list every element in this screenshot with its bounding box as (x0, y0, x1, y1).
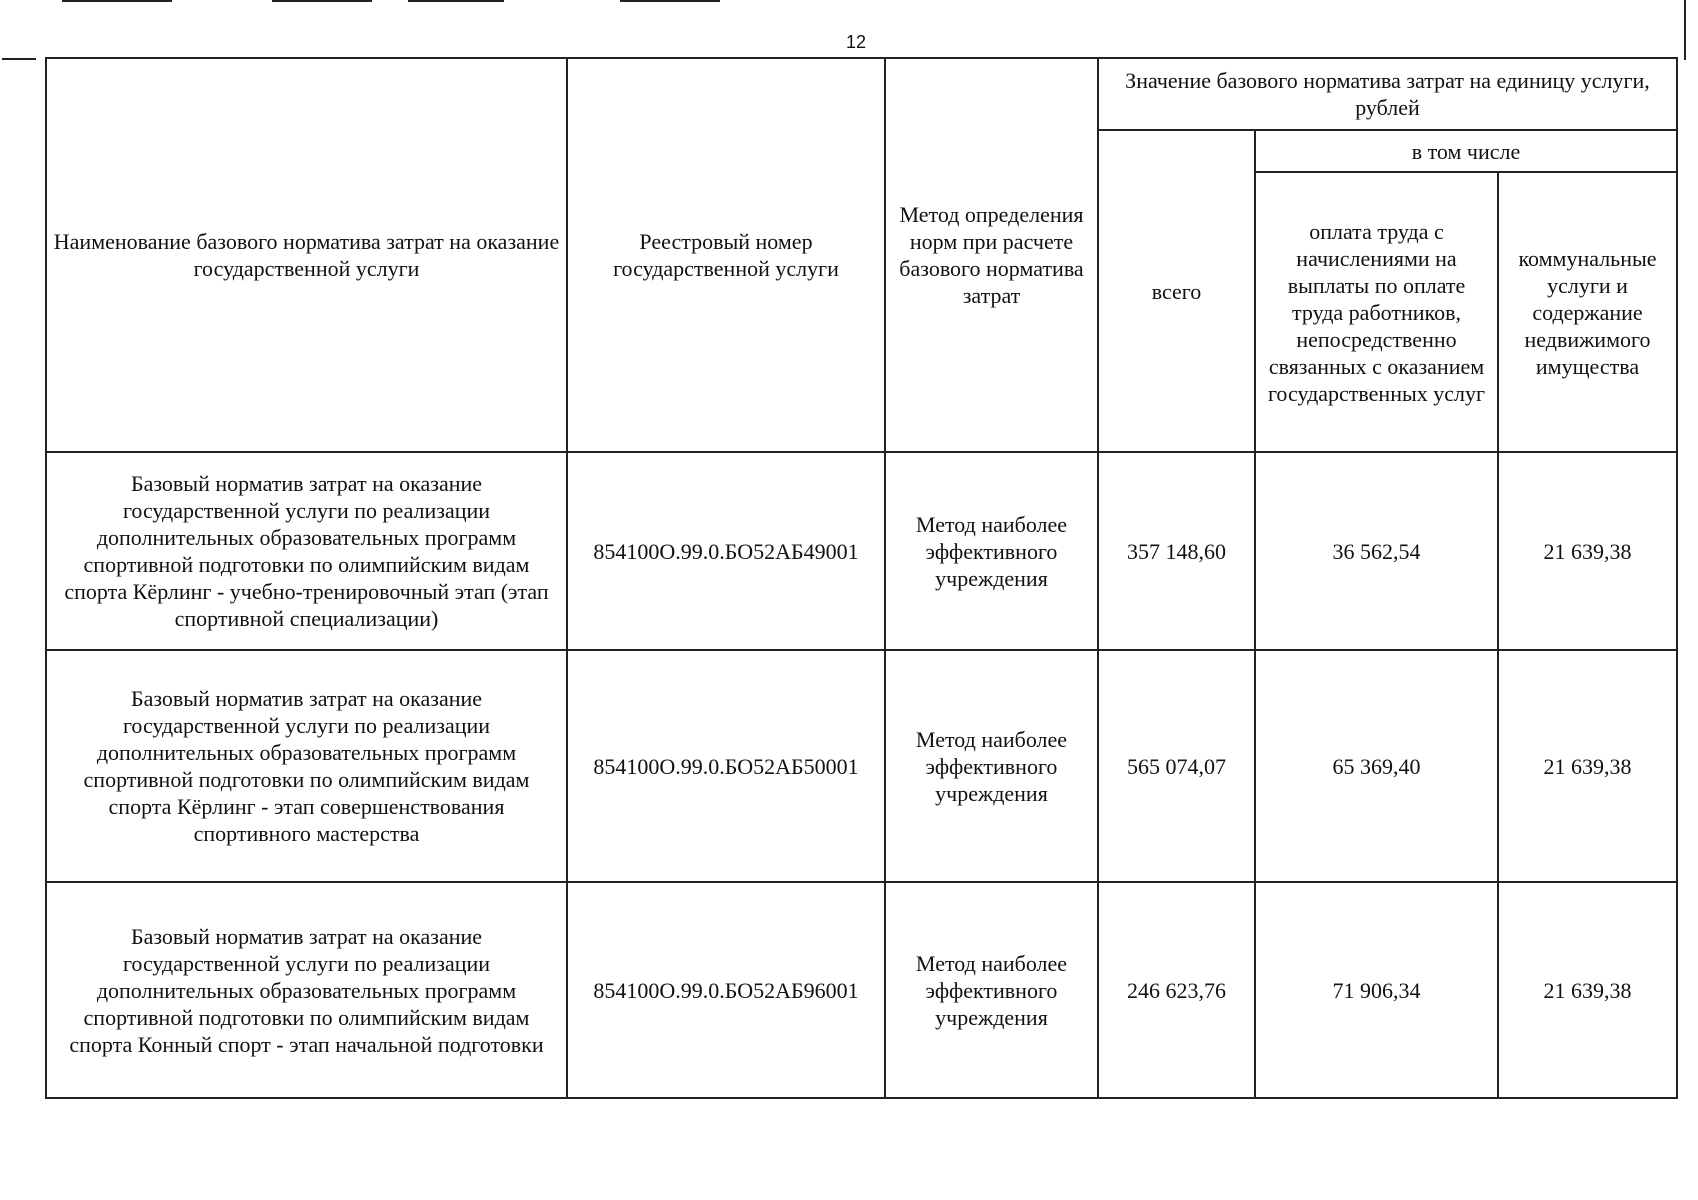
cell-total: 357 148,60 (1098, 452, 1255, 650)
cell-labor: 71 906,34 (1255, 882, 1498, 1098)
header-total: всего (1098, 130, 1255, 452)
cell-method: Метод наиболее эффективного учреждения (885, 452, 1098, 650)
scan-top-rule (62, 0, 172, 2)
header-utilities: коммунальные услуги и содержание недвижимого имущества (1498, 172, 1677, 452)
header-value-group: Значение базового норматива затрат на единицу услуги, рублей (1098, 58, 1677, 130)
header-labor: оплата труда с начислениями на выплаты по оплате труда работников, непосредственно связанных с оказанием государственных услуг (1255, 172, 1498, 452)
cell-registry-number: 854100О.99.0.БО52АБ50001 (567, 650, 885, 882)
header-method: Метод определения норм при расчете базового норматива затрат (885, 58, 1098, 452)
cell-method: Метод наиболее эффективного учреждения (885, 882, 1098, 1098)
header-including: в том числе (1255, 130, 1677, 172)
cell-labor: 36 562,54 (1255, 452, 1498, 650)
cell-norm-name: Базовый норматив затрат на оказание государственной услуги по реализации дополнительных образовательных программ спортивной подготовки по олимпийским видам спорта Кёрлинг - учебно-тренировочный этап (этап спортивной специализации) (46, 452, 567, 650)
cell-total: 246 623,76 (1098, 882, 1255, 1098)
table-row (46, 650, 1677, 882)
table-row (46, 882, 1677, 1098)
cell-method: Метод наиболее эффективного учреждения (885, 650, 1098, 882)
cell-labor: 65 369,40 (1255, 650, 1498, 882)
cell-total: 565 074,07 (1098, 650, 1255, 882)
cell-utilities: 21 639,38 (1498, 452, 1677, 650)
cell-registry-number: 854100О.99.0.БО52АБ96001 (567, 882, 885, 1098)
page-number: 12 (845, 32, 867, 52)
header-registry-number: Реестровый номер государственной услуги (567, 58, 885, 452)
scan-left-tick (2, 58, 36, 60)
cell-registry-number: 854100О.99.0.БО52АБ49001 (567, 452, 885, 650)
cell-utilities: 21 639,38 (1498, 882, 1677, 1098)
header-row (46, 58, 1677, 130)
cell-norm-name: Базовый норматив затрат на оказание государственной услуги по реализации дополнительных образовательных программ спортивной подготовки по олимпийским видам спорта Конный спорт - этап начальной подготовки (46, 882, 567, 1098)
cost-norms-table (45, 57, 1678, 1099)
header-name: Наименование базового норматива затрат на оказание государственной услуги (46, 58, 567, 452)
cell-norm-name: Базовый норматив затрат на оказание государственной услуги по реализации дополнительных образовательных программ спортивной подготовки по олимпийским видам спорта Кёрлинг - этап совершенствования спортивного мастерства (46, 650, 567, 882)
table-row (46, 452, 1677, 650)
scan-top-rule (620, 0, 720, 2)
scan-top-rule (408, 0, 504, 2)
scan-top-rule (272, 0, 372, 2)
cell-utilities: 21 639,38 (1498, 650, 1677, 882)
